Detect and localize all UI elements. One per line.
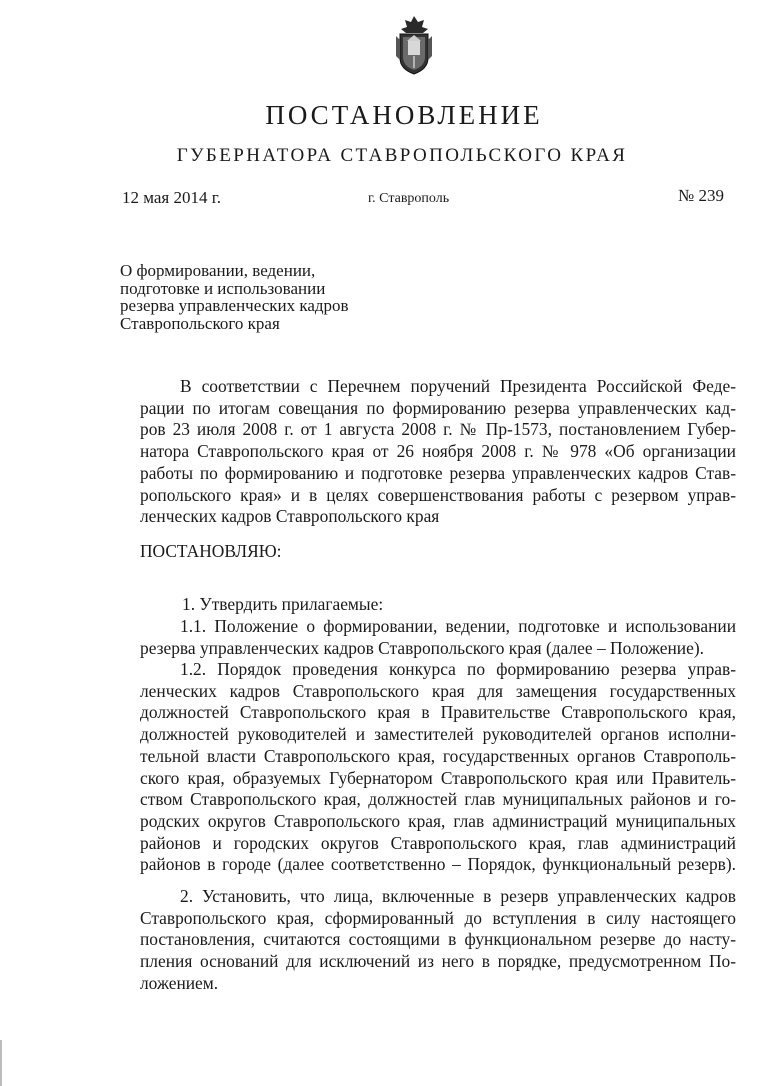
- document-city: г. Ставрополь: [368, 191, 450, 206]
- scan-edge-mark: [0, 1040, 2, 1086]
- text-line: районов и городских округов Ставропольского края, глав администраций: [140, 832, 736, 853]
- item-1-2-paragraph: [140, 659, 736, 876]
- item-1-1-paragraph: [140, 616, 736, 659]
- document-title: ПОСТАНОВЛЕНИЕ: [265, 100, 543, 130]
- text-line: рации по итогам совещания по формированию резерва управленческих кад-: [140, 397, 736, 418]
- text-line: 1.2. Порядок проведения конкурса по формированию резерва управ-: [180, 659, 736, 679]
- text-line: ством Ставропольского края, должностей глав муниципальных районов и го-: [140, 789, 736, 810]
- text-line: ленческих кадров Ставропольского края: [140, 506, 440, 527]
- text-line: резерва управленческих кадров Ставропольского края (далее – Положение).: [140, 637, 704, 658]
- preamble-paragraph: [140, 376, 736, 528]
- text-line: ропольского края» и в целях совершенствования работы с резервом управ-: [140, 484, 736, 505]
- text-line: В соответствии с Перечнем поручений Президента Российской Феде-: [180, 376, 736, 396]
- text-line: 1.1. Положение о формировании, ведении, подготовке и использовании: [180, 616, 736, 636]
- text-line: ров 23 июля 2008 г. от 1 августа 2008 г. № Пр-1573, постановлением Губер-: [140, 419, 736, 440]
- text-line: 2. Установить, что лица, включенные в резерв управленческих кадров: [180, 886, 736, 906]
- document-topic: [120, 262, 349, 332]
- text-line: Ставропольского края, сформированный до вступления в силу настоящего: [140, 907, 736, 928]
- document-number: № 239: [678, 186, 724, 205]
- document-date: 12 мая 2014 г.: [122, 188, 222, 207]
- text-line: должностей Ставропольского края в Правительстве Ставропольского края,: [140, 702, 736, 723]
- text-line: ложением.: [140, 972, 219, 993]
- text-line: работы по формированию и подготовке резерва управленческих кадров Став-: [140, 462, 736, 483]
- topic-line: подготовке и использовании: [120, 278, 326, 298]
- text-line: ленческих кадров Ставропольского края для замещения государственных: [140, 680, 736, 701]
- text-line: родских округов Ставропольского края, глав администраций муниципальных: [140, 810, 736, 831]
- topic-line: резерва управленческих кадров: [120, 296, 349, 315]
- text-line: натора Ставропольского края от 26 ноября 2008 г. № 978 «Об организации: [140, 441, 736, 462]
- item-2-paragraph: [140, 886, 736, 995]
- text-line: тельной власти Ставропольского края, государственных органов Ставрополь-: [140, 745, 736, 766]
- decree-heading: ПОСТАНОВЛЯЮ:: [140, 541, 282, 561]
- item-1-heading: 1. Утвердить прилагаемые:: [182, 594, 384, 614]
- text-line: постановления, считаются состоящими в функциональном резерве до насту-: [140, 929, 736, 950]
- coat-of-arms-emblem: [393, 14, 435, 76]
- topic-line: Ставропольского края: [120, 313, 280, 333]
- text-line: районов в городе (далее соответственно – Порядок, функциональный резерв).: [140, 854, 736, 875]
- topic-line: О формировании, ведении,: [120, 261, 316, 280]
- text-line: должностей руководителей и заместителей руководителей органов исполни-: [140, 724, 736, 745]
- text-line: ского края, образуемых Губернатором Ставропольского края или Правитель-: [140, 767, 736, 788]
- text-line: пления оснований для исключений из него в порядке, предусмотренном По-: [140, 951, 736, 972]
- document-subtitle: ГУБЕРНАТОРА СТАВРОПОЛЬСКОГО КРАЯ: [176, 145, 628, 166]
